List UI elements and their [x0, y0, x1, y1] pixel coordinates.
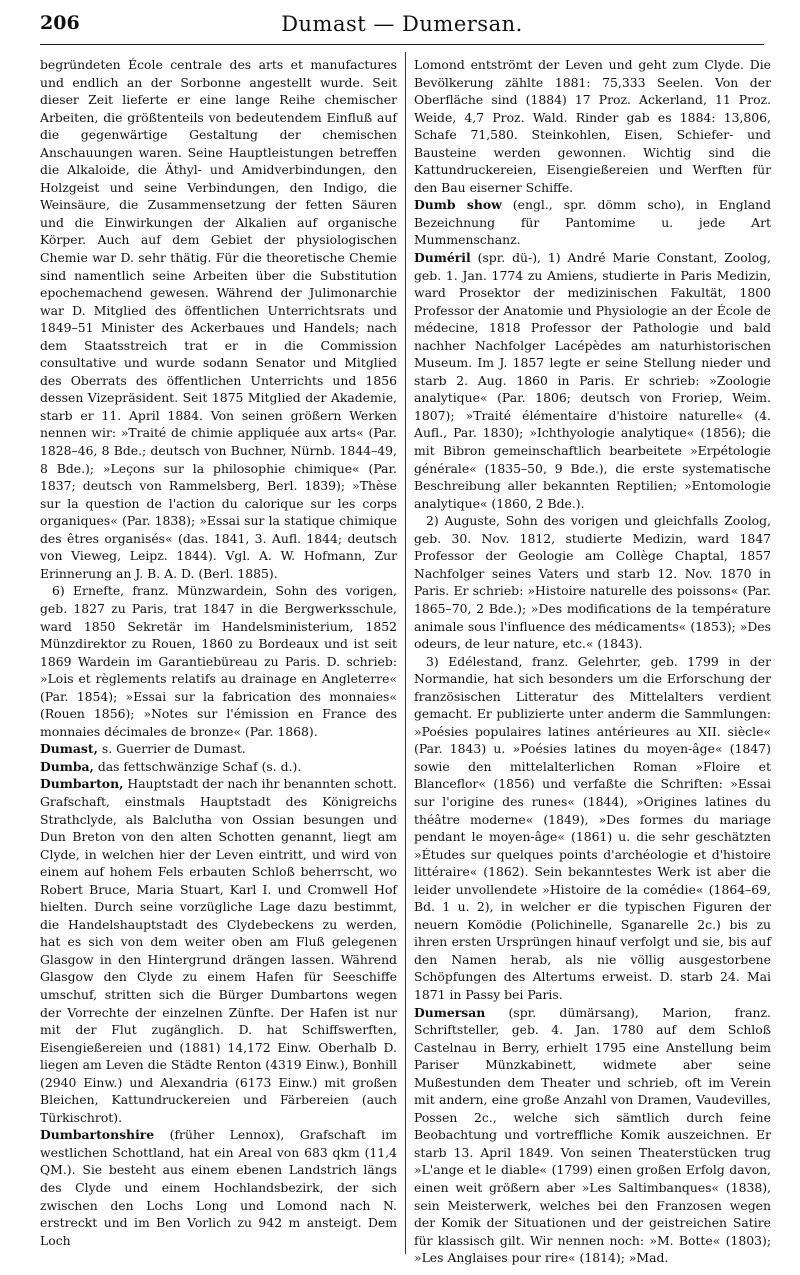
- entry-text: begründeten École centrale des arts et manufactures und endlich an der Sorbonne angestellt wurde. Seit dieser Zeit lieferte er eine lange Reihe chemischer Arbeiten, die größtenteils von bedeutendem Einfluß auf die gegenwärtige Gestaltung der chemischen Anschauungen waren. Seine Hauptleistungen betreffen die Alkaloide, die Äthyl- und Amidverbindungen, den Holzgeist und seine Verbindungen, den Indigo, die Weinsäure, die Zusammensetzung der fetten Säuren und die Einwirkungen der Alkalien auf organische Körper. Auch auf dem Gebiet der physiologischen Chemie war D. sehr thätig. Für die theoretische Chemie sind namentlich seine Arbeiten über die Substitution epochemachend gewesen. Während der Julimonarchie war D. Mitglied des öffentlichen Unterrichtsrats und 1849–51 Minister des Ackerbaues und Handels; nach dem Staatsstreich trat er in die Commission consultative und wurde sodann Senator und Mitglied des Oberrats des öffentlichen Unterrichts und 1856 dessen Vizepräsident. Seit 1875 Mitglied der Akademie, starb er 11. April 1884. Von seinen größern Werken nennen wir: »Traité de chimie appliquée aux arts« (Par. 1828–46, 8 Bde.; deutsch von Buchner, Nürnb. 1844–49, 8 Bde.); »Leçons sur la philosophie chimique« (Par. 1837; deutsch von Rammelsberg, Berl. 1839); »Thèse sur la question de l'action du calorique sur les corps organiques« (Par. 1838); »Essai sur la statique chimique des êtres organisés« (das. 1841, 3. Aufl. 1844; deutsch von Vieweg, Leipz. 1844). Vgl. A. W. Hofmann, Zur Erinnerung an J. B. A. D. (Berl. 1885).: [40, 57, 397, 581]
- entry-lemma: Dumersan: [414, 1004, 486, 1020]
- entry-lemma: Duméril: [414, 250, 471, 266]
- entry-lemma: Dumbarton,: [40, 776, 124, 792]
- dictionary-entry: [414, 249, 771, 512]
- page-header: [40, 12, 764, 40]
- entry-text: 2) Auguste, Sohn des vorigen und gleichfalls Zoolog, geb. 30. Nov. 1812, studierte Medizin, ward 1847 Professor der Geologie am Collège Chaptal, 1857 Nachfolger seines Vaters und starb 12. Nov. 1870 in Paris. Er schrieb: »Histoire naturelle des poissons« (Par. 1865–70, 2 Bde.); »Des modifications de la température animale sous l'influence des médicaments« (1853); »Des odeurs, de leur nature, etc.« (1843).: [414, 513, 771, 652]
- entry-text: Hauptstadt der nach ihr benannten schott. Grafschaft, einstmals Hauptstadt des Königreichs Strathclyde, als Balclutha von Ossian besungen und Dun Breton von den alten Schotten genannt, liegt am Clyde, in welchen hier der Leven eintritt, und wird von einem auf hohem Fels erbauten Schloß beherrscht, wo Robert Bruce, Maria Stuart, Karl I. und Cromwell Hof hielten. Durch seine vorzügliche Lage dazu bestimmt, die Handelshauptstadt des Clydebeckens zu werden, hat es sich von dem weiter oben am Fluß gelegenen Glasgow in den Hintergrund drängen lassen. Während Glasgow den Clyde zu einem Hafen für Seeschiffe umschuf, stritten sich die Bürger Dumbartons wegen der Vorrechte der einzelnen Zünfte. Der Hafen ist nur mit der Flut zugänglich. D. hat Schiffswerften, Eisengießereien und (1881) 14,172 Einw. Oberhalb D. liegen am Leven die Städte Renton (4319 Einw.), Bonhill (2940 Einw.) und Alexandria (6173 Einw.) mit großen Bleichen, Kattundruckereien und Färbereien (auch Türkischrot).: [40, 776, 397, 1125]
- column-divider: [405, 52, 406, 1254]
- dictionary-entry: [40, 758, 397, 776]
- entry-paragraph: [40, 582, 397, 740]
- entry-paragraph: [414, 653, 771, 1004]
- entry-text: (spr. dümärsang), Marion, franz. Schriftsteller, geb. 4. Jan. 1780 auf dem Schloß Castelnau in Berry, erhielt 1795 eine Anstellung beim Pariser Münzkabinett, widmete aber seine Mußestunden dem Theater und schrieb, oft im Verein mit andern, eine große Anzahl von Dramen, Vaudevilles, Possen 2c., welche sich sämtlich durch feine Beobachtung und vortreffliche Komik auszeichnen. Er starb 13. April 1849. Von seinen Theaterstücken trug »L'ange et le diable« (1799) einen großen Erfolg davon, einen weit größern aber »Les Saltimbanques« (1838), sein Meisterwerk, welches bei den Franzosen wegen der Komik der Situationen und der geistreichen Satire für klassisch gilt. Wir nennen noch: »M. Botte« (1803); »Les Anglaises pour rire« (1814); »Mad.: [414, 1004, 771, 1266]
- dictionary-entry: [414, 196, 771, 249]
- entry-text: 6) Ernefte, franz. Münzwardein, Sohn des vorigen, geb. 1827 zu Paris, trat 1847 in die Bergwerksschule, ward 1850 Sekretär im Handelsministerium, 1852 Münzdirektor zu Rouen, 1860 zu Bordeaux und ist seit 1869 Wardein im Garantiebüreau zu Paris. D. schrieb: »Lois et règlements relatifs au drainage en Angleterre« (Par. 1854); »Essai sur la fabrication des monnaies« (Rouen 1856); »Notes sur l'émission en France des monnaies décimales de bronze« (Par. 1868).: [40, 583, 397, 739]
- entry-lemma: Dumast,: [40, 741, 98, 757]
- dictionary-entry: [40, 740, 397, 758]
- entry-paragraph: [414, 56, 771, 196]
- entry-lemma: Dumb show: [414, 197, 502, 213]
- running-head: Dumast — Dumersan.: [281, 12, 523, 36]
- dictionary-entry: [414, 1004, 771, 1267]
- entry-lemma: Dumba,: [40, 758, 94, 774]
- entry-text: das fettschwänzige Schaf (s. d.).: [93, 758, 302, 774]
- entry-text: (engl., spr. dömm scho), in England Bezeichnung für Pantomime u. jede Art Mummenschanz.: [414, 197, 771, 248]
- header-rule: [40, 44, 764, 45]
- entry-text: (früher Lennox), Grafschaft im westlichen Schottland, hat ein Areal von 683 qkm (11,4 QM.). Sie besteht aus einem ebenen Landstrich längs des Clyde und einem Hochlandsbezirk, der sich zwischen den Lochs Long und Lomond nach N. erstreckt und im Ben Vorlich zu 942 m ansteigt. Dem Loch: [40, 1127, 397, 1248]
- dictionary-entry: [40, 775, 397, 1126]
- page-number: 206: [40, 12, 80, 34]
- dictionary-entry: [40, 1126, 397, 1249]
- entry-text: (spr. dü-), 1) André Marie Constant, Zoolog, geb. 1. Jan. 1774 zu Amiens, studierte in Paris Medizin, ward Prosektor der medizinischen Fakultät, 1800 Professor der Anatomie und Physiologie an der École de médecine, 1818 Professor der Pathologie und bald nachher Nachfolger Lacépèdes am naturhistorischen Museum. Im J. 1857 legte er seine Stellung nieder und starb 2. Aug. 1860 in Paris. Er schrieb: »Zoologie analytique« (Par. 1806; deutsch von Froriep, Weim. 1807); »Traité élémentaire d'histoire naturelle« (4. Aufl., Par. 1830); »Ichthyologie analytique« (1856); die mit Bibron gemeinschaftlich bearbeitete »Erpétologie générale« (1835–50, 9 Bde.), die erste systematische Beschreibung aller bekannten Reptilien; »Entomologie analytique« (1860, 2 Bde.).: [414, 250, 771, 511]
- entry-text: Lomond entströmt der Leven und geht zum Clyde. Die Bevölkerung zählte 1881: 75,333 Seelen. Von der Oberfläche sind (1884) 17 Proz. Ackerland, 11 Proz. Weide, 4,7 Proz. Wald. Rinder gab es 1884: 13,806, Schafe 71,580. Steinkohlen, Eisen, Schiefer- und Bausteine werden gewonnen. Wichtig sind die Kattundruckereien, Eisengießereien und Werften für den Bau eiserner Schiffe.: [414, 57, 771, 195]
- right-column: [414, 56, 771, 1266]
- entry-paragraph: [40, 56, 397, 582]
- entry-text: 3) Edélestand, franz. Gelehrter, geb. 1799 in der Normandie, hat sich besonders um die Erforschung der französischen Litteratur des Mittelalters verdient gemacht. Er publizierte unter anderm die Sammlungen: »Poésies populaires latines antérieures au XII. siècle« (Par. 1843) u. »Poésies latines du moyen-âge« (1847) sowie den mittelalterlichen Roman »Floire et Blanceflor« (1856) und verfaßte die Schriften: »Essai sur l'origine des runes« (1844), »Origines latines du théâtre moderne« (1849), »Des formes du mariage pendant le moyen-âge« (1861) u. die sehr geschätzten »Études sur quelques points d'archéologie et d'histoire littéraire« (1862). Sein bekanntestes Werk ist aber die leider unvollendete »Histoire de la comédie« (1864–69, Bd. 1 u. 2), in welcher er die typischen Figuren der neuern Komödie (Polichinelle, Sganarelle 2c.) bis zu ihren ersten Ursprüngen hinauf verfolgt und sie, bis auf den Namen herab, als nie völlig ausgestorbene Schöpfungen des Altertums erweist. D. starb 24. Mai 1871 in Passy bei Paris.: [414, 653, 771, 1002]
- entry-lemma: Dumbartonshire: [40, 1127, 155, 1143]
- entry-paragraph: [414, 512, 771, 652]
- entry-text: s. Guerrier de Dumast.: [97, 741, 246, 757]
- left-column: [40, 56, 397, 1256]
